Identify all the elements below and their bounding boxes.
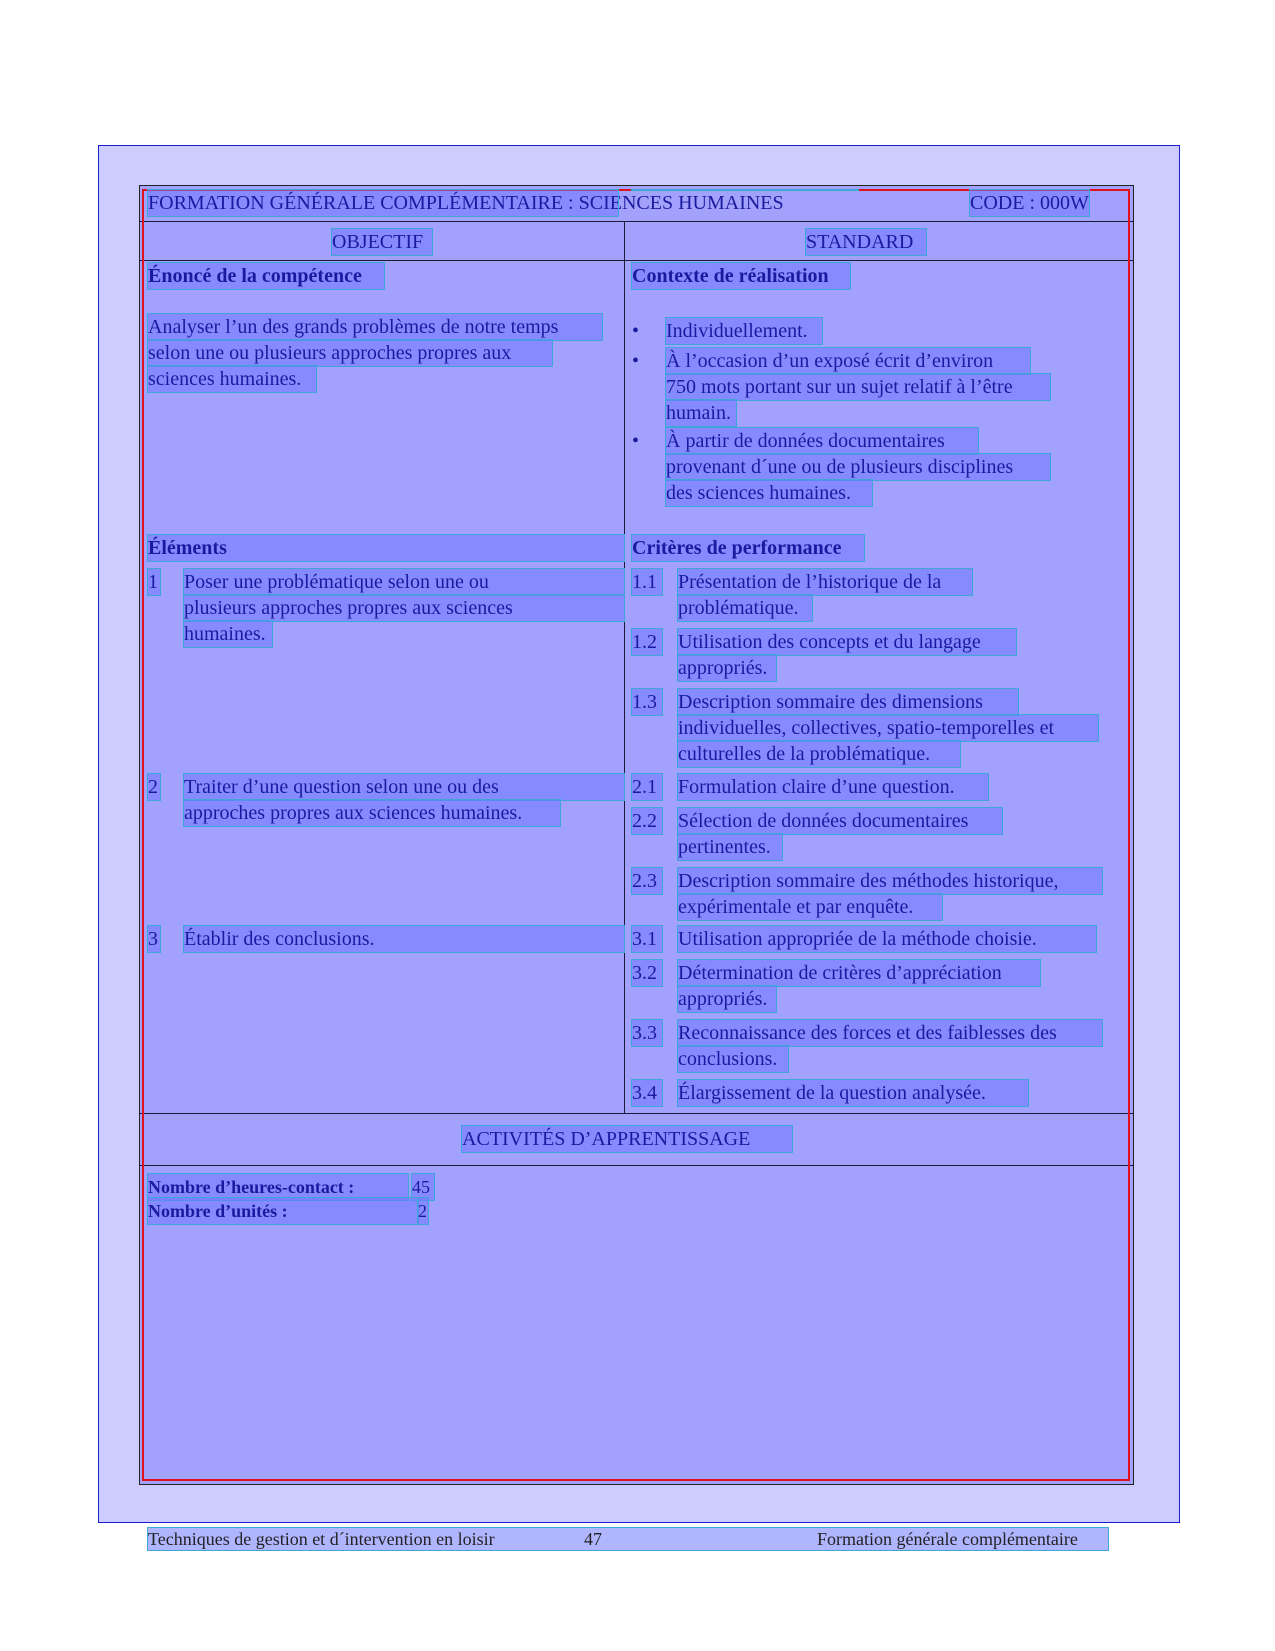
criterion-line: Description sommaire des méthodes historique,: [678, 868, 1102, 894]
element-line: Traiter d’une question selon une ou des: [184, 774, 624, 800]
criterion-line: Formulation claire d’une question.: [678, 774, 988, 800]
criterion-line: appropriés.: [678, 655, 776, 681]
criteria-heading: Critères de performance: [632, 535, 864, 561]
context-line: 750 mots portant sur un sujet relatif à l’être: [666, 374, 1050, 400]
competence-line: sciences humaines.: [148, 366, 316, 392]
units-label: Nombre d’unités :: [148, 1198, 418, 1224]
element-number: 1: [148, 571, 158, 593]
element-line: Poser une problématique selon une ou: [184, 569, 624, 595]
competence-heading: Énoncé de la compétence: [148, 263, 384, 289]
criterion-line: Description sommaire des dimensions: [678, 689, 1018, 715]
element-number: 2: [148, 776, 158, 798]
column-divider: [624, 221, 625, 1113]
criterion-line: expérimentale et par enquête.: [678, 894, 942, 920]
divider: [139, 260, 1134, 261]
context-line: À l’occasion d’un exposé écrit d’environ: [666, 348, 1030, 374]
criterion-number: 1.1: [632, 569, 662, 595]
bullet-icon: •: [632, 350, 640, 372]
criterion-line: problématique.: [678, 595, 812, 621]
divider: [139, 1165, 1134, 1166]
context-line: provenant d´une ou de plusieurs disciplines: [666, 454, 1050, 480]
criterion-line: Élargissement de la question analysée.: [678, 1080, 1028, 1106]
criterion-line: appropriés.: [678, 986, 776, 1012]
column-heading-objectif: OBJECTIF: [332, 229, 432, 255]
element-line: plusieurs approches propres aux sciences: [184, 595, 624, 621]
criterion-number: 3.4: [632, 1080, 662, 1106]
criterion-number: 2.3: [632, 868, 662, 894]
divider: [139, 221, 1134, 222]
element-line: Établir des conclusions.: [184, 926, 624, 952]
element-line: humaines.: [184, 621, 272, 647]
units-value: 2: [418, 1198, 428, 1224]
competence-line: selon une ou plusieurs approches propres aux: [148, 340, 552, 366]
column-heading-standard: STANDARD: [806, 229, 926, 255]
context-line: des sciences humaines.: [666, 480, 872, 506]
bullet-icon: •: [632, 320, 640, 342]
course-code: CODE : 000W: [970, 192, 1089, 214]
context-line: Individuellement.: [666, 318, 822, 344]
criterion-line: Utilisation des concepts et du langage: [678, 629, 1016, 655]
footer-section: Formation générale complémentaire: [817, 1529, 1078, 1549]
criterion-line: Reconnaissance des forces et des faiblesses des: [678, 1020, 1102, 1046]
criterion-line: individuelles, collectives, spatio-temporelles et: [678, 715, 1098, 741]
criterion-line: Sélection de données documentaires: [678, 808, 1002, 834]
criterion-line: Présentation de l’historique de la: [678, 569, 972, 595]
context-heading: Contexte de réalisation: [632, 263, 850, 289]
element-line: approches propres aux sciences humaines.: [184, 800, 560, 826]
criterion-number: 3.1: [632, 926, 662, 952]
criterion-line: Détermination de critères d’appréciation: [678, 960, 1040, 986]
criterion-line: culturelles de la problématique.: [678, 741, 960, 767]
competence-line: Analyser l’un des grands problèmes de notre temps: [148, 314, 602, 340]
criterion-number: 1.3: [632, 689, 662, 715]
criterion-line: conclusions.: [678, 1046, 788, 1072]
context-line: À partir de données documentaires: [666, 428, 978, 454]
bullet-icon: •: [632, 430, 640, 452]
page-number: 47: [584, 1529, 602, 1549]
elements-heading: Éléments: [148, 535, 624, 561]
criterion-number: 3.2: [632, 960, 662, 986]
criterion-number: 2.1: [632, 774, 662, 800]
criterion-number: 3.3: [632, 1020, 662, 1046]
hours-label: Nombre d’heures-contact :: [148, 1174, 408, 1200]
element-number: 3: [148, 928, 158, 950]
activities-heading: ACTIVITÉS D’APPRENTISSAGE: [462, 1126, 792, 1152]
criterion-line: Utilisation appropriée de la méthode choisie.: [678, 926, 1096, 952]
footer-program: Techniques de gestion et d´intervention en loisir: [148, 1529, 495, 1549]
criterion-line: pertinentes.: [678, 834, 782, 860]
criterion-number: 2.2: [632, 808, 662, 834]
divider: [139, 1113, 1134, 1114]
course-title: FORMATION GÉNÉRALE COMPLÉMENTAIRE : SCIENCES HUMAINES: [148, 192, 784, 214]
criterion-number: 1.2: [632, 629, 662, 655]
hours-value: 45: [412, 1174, 434, 1200]
context-line: humain.: [666, 400, 736, 426]
